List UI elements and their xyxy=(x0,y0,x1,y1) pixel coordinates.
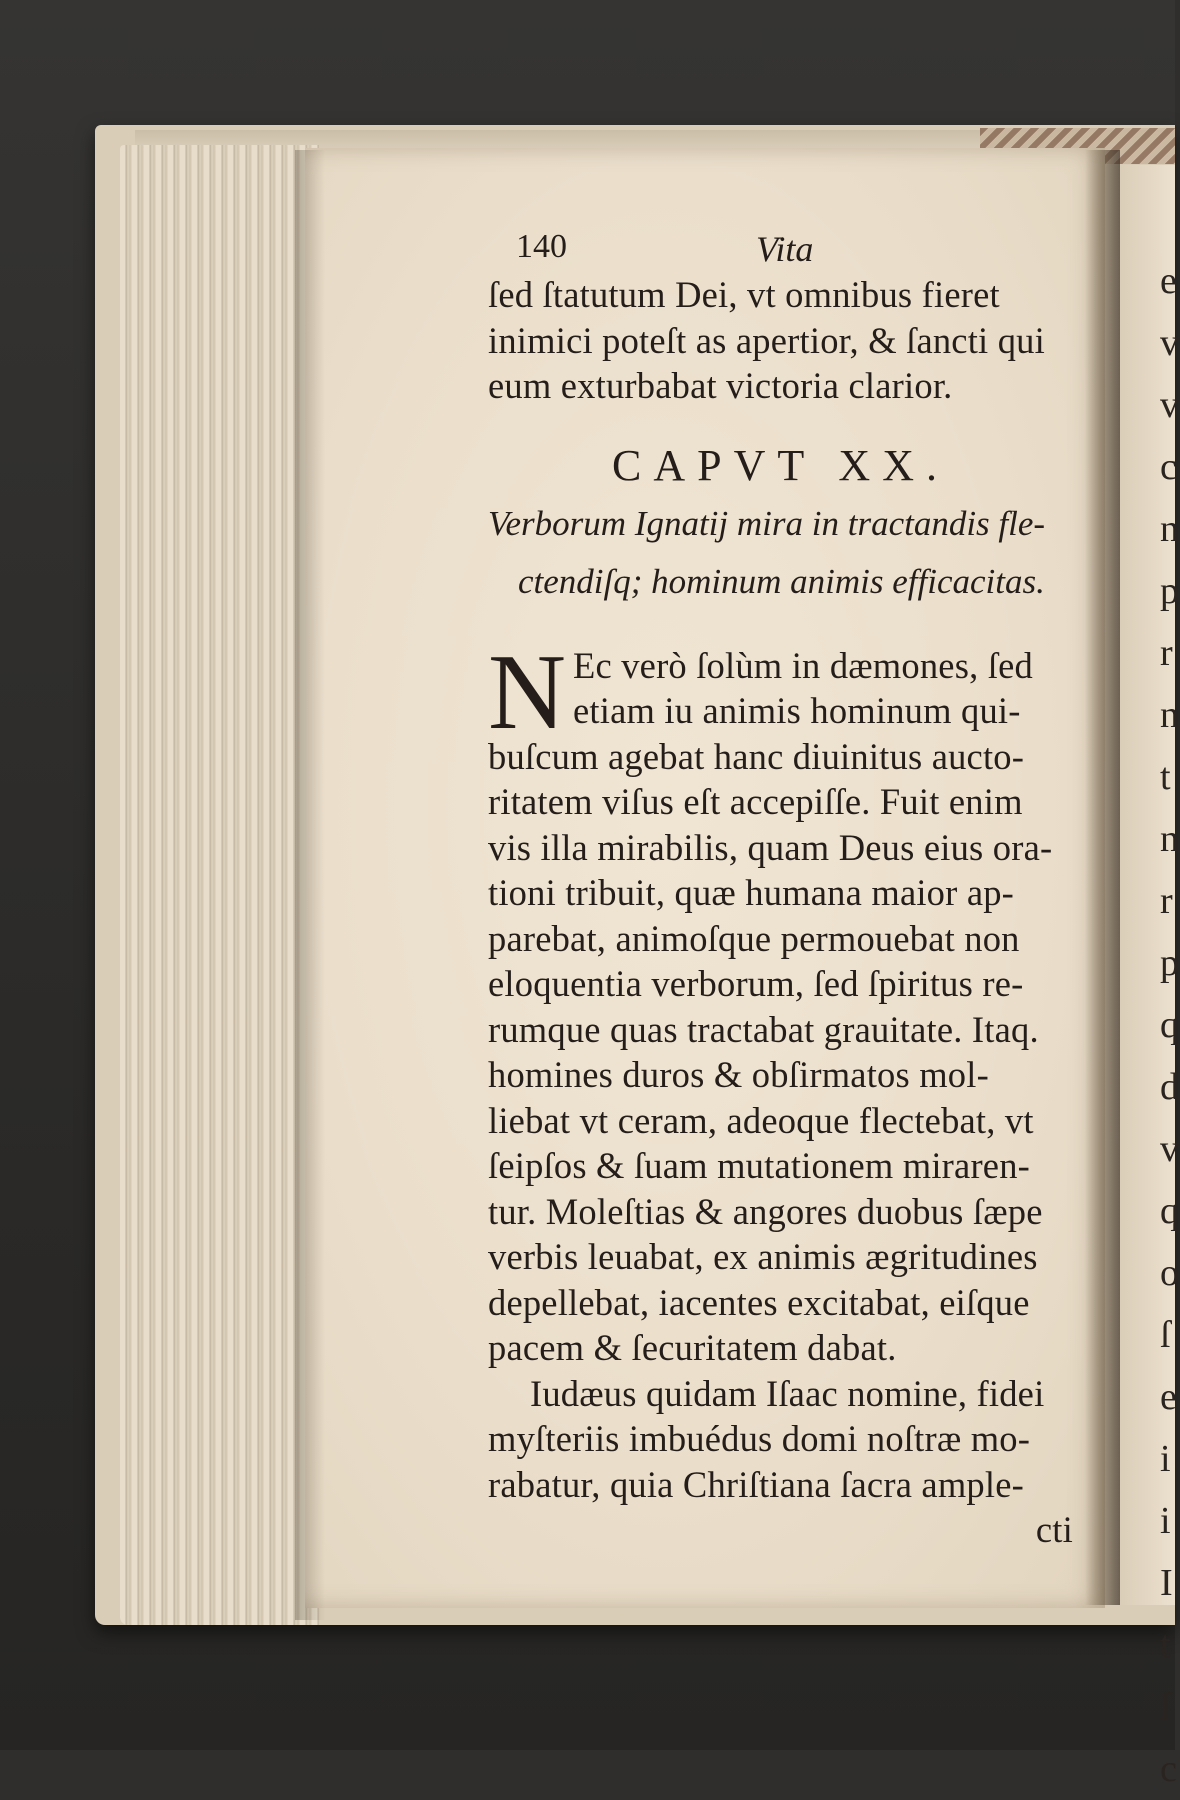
facing-letter: o xyxy=(1160,1252,1179,1294)
facing-letter: q xyxy=(1160,1190,1179,1232)
opening-lines xyxy=(488,272,1073,409)
text-line: Ec verò ſolùm in dæmones, ſed xyxy=(573,644,1033,686)
text-line: rumque quas tractabat grauitate. Itaq. xyxy=(488,1008,1039,1050)
facing-letter: p xyxy=(1160,942,1179,984)
page-edge-shadow xyxy=(295,150,325,1620)
text-line: myſteriis imbuédus domi noſtræ mo- xyxy=(488,1418,1031,1459)
facing-letter: q xyxy=(1160,1004,1179,1046)
text-line: homines duros & obſirmatos mol- xyxy=(488,1054,989,1095)
facing-page-letters xyxy=(1160,250,1180,1800)
facing-letter: n xyxy=(1160,508,1179,550)
facing-letter: n xyxy=(1160,694,1179,736)
facing-letter: i xyxy=(1160,1438,1171,1480)
facing-letter: t xyxy=(1160,1624,1171,1666)
facing-letter: c xyxy=(1160,446,1177,488)
argument-line: ctendiſq; hominum animis efficacitas. xyxy=(518,561,1045,601)
text-line: depellebat, iacentes excitabat, eiſque xyxy=(488,1281,1030,1323)
text-line: etiam iu animis hominum qui- xyxy=(573,690,1021,731)
page-header xyxy=(488,228,1073,272)
facing-letter: v xyxy=(1160,1128,1179,1170)
facing-letter: d xyxy=(1160,1066,1179,1108)
facing-letter: v xyxy=(1160,384,1179,426)
text-line: tur. Moleſtias & angores duobus ſæpe xyxy=(488,1190,1043,1232)
facing-letter: e xyxy=(1160,260,1177,302)
book-gutter xyxy=(1085,150,1120,1605)
facing-letter: ſ xyxy=(1160,1686,1171,1728)
facing-letter: v xyxy=(1160,322,1179,364)
text-line: liebat vt ceram, adeoque flectebat, vt xyxy=(488,1099,1034,1141)
text-line: ſeipſos & ſuam mutationem miraren- xyxy=(488,1145,1031,1186)
text-line: inimici poteſt as apertior, & ſancti qui xyxy=(488,319,1045,361)
running-head: Vita xyxy=(756,229,814,269)
text-line: ritatem viſus eſt accepiſſe. Fuit enim xyxy=(488,781,1023,822)
text-line: ſed ſtatutum Dei, vt omnibus fieret xyxy=(488,274,1000,315)
facing-letter: t xyxy=(1160,756,1171,798)
facing-letter: r xyxy=(1160,632,1173,674)
text-line: rabatur, quia Chriſtiana ſacra ample- xyxy=(488,1463,1024,1505)
catchword: cti xyxy=(1035,1509,1073,1550)
chapter-argument xyxy=(488,499,1073,607)
facing-letter: ſ xyxy=(1160,1314,1171,1356)
text-line: tioni tribuit, quæ humana maior ap- xyxy=(488,872,1015,913)
book-fore-edge xyxy=(120,145,320,1625)
text-line: parebat, animoſque permouebat non xyxy=(488,917,1020,959)
paragraph-1 xyxy=(488,632,1073,1371)
drop-cap: N xyxy=(488,632,566,752)
text-line: Iudæus quidam Iſaac nomine, fidei xyxy=(530,1372,1045,1414)
page-number: 140 xyxy=(516,228,567,265)
text-line: vis illa mirabilis, quam Deus eius ora- xyxy=(488,826,1053,868)
facing-letter: i xyxy=(1160,1500,1171,1542)
text-line: pacem & ſecuritatem dabat. xyxy=(488,1327,897,1368)
facing-letter: n xyxy=(1160,818,1179,860)
facing-letter: p xyxy=(1160,570,1179,612)
facing-letter: e xyxy=(1160,1376,1177,1418)
text-line: verbis leuabat, ex animis ægritudines xyxy=(488,1236,1038,1277)
page-text xyxy=(488,228,1073,1553)
paragraph-2 xyxy=(488,1371,1073,1508)
facing-letter: c xyxy=(1160,1748,1177,1790)
chapter-title: CAPVT XX. xyxy=(611,440,949,490)
argument-line: Verborum Ignatij mira in tractandis fle- xyxy=(488,503,1046,543)
text-line: eloquentia verborum, ſed ſpiritus re- xyxy=(488,963,1024,1004)
facing-letter: I xyxy=(1160,1562,1173,1604)
text-line: eum exturbabat victoria clarior. xyxy=(488,365,953,406)
facing-letter: r xyxy=(1160,880,1173,922)
text-line: buſcum agebat hanc diuinitus aucto- xyxy=(488,735,1025,777)
